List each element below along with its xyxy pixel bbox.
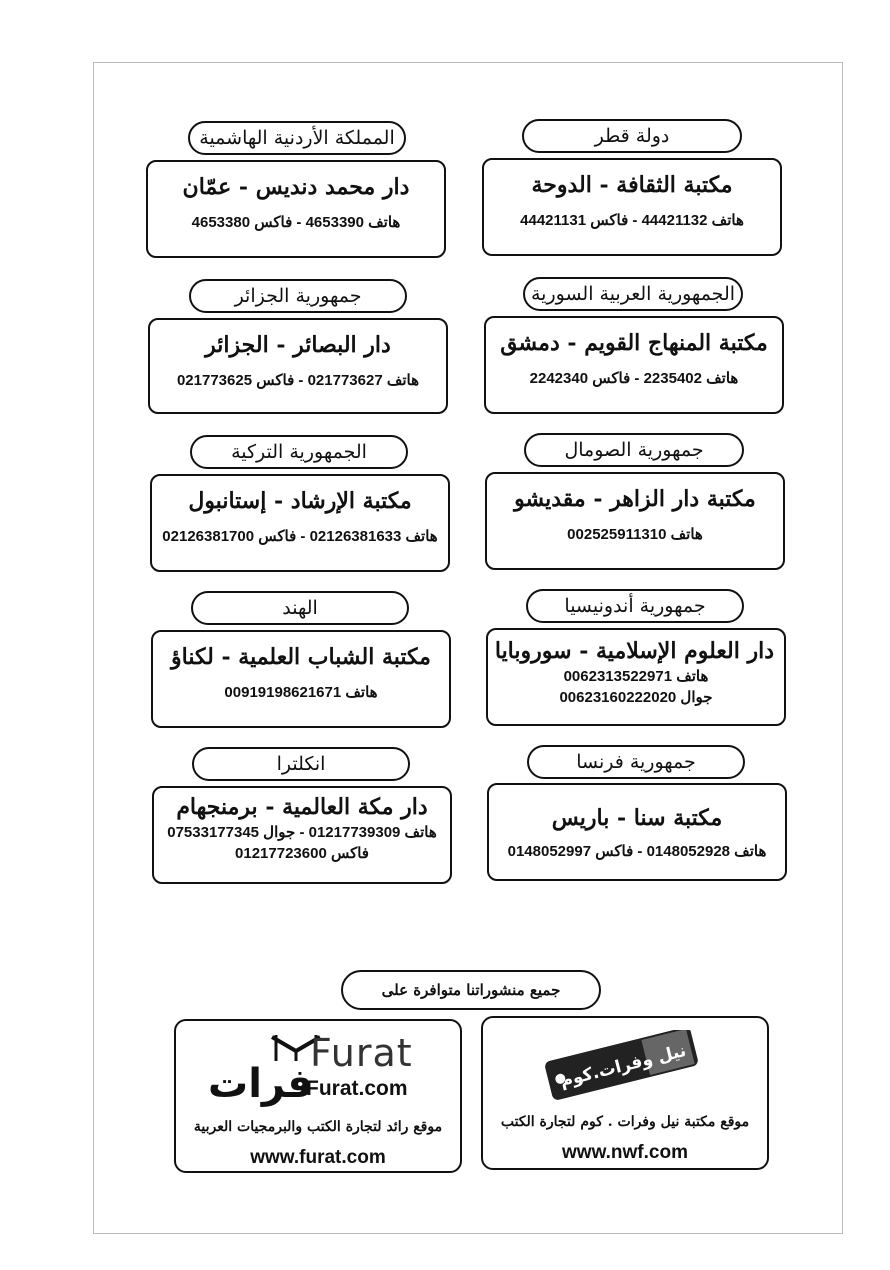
contact-line: هاتف 00919198621671 bbox=[224, 684, 378, 701]
bookstore-name: مكتبة الشباب العلمية - لكناؤ bbox=[171, 644, 431, 670]
contact-line: فاكس 01217723600 bbox=[235, 845, 369, 862]
country-label-turkey: الجمهورية التركية bbox=[190, 435, 408, 469]
country-label-india: الهند bbox=[191, 591, 409, 625]
availability-label: جميع منشوراتنا متوافرة على bbox=[341, 970, 601, 1010]
nwf-website-card[interactable] bbox=[481, 1016, 769, 1170]
bookstore-card-algeria bbox=[148, 318, 448, 414]
furat-url-link[interactable]: www.furat.com bbox=[250, 1147, 386, 1168]
bookstore-name: مكتبة دار الزاهر - مقديشو bbox=[514, 486, 756, 512]
furat-description: موقع رائد لتجارة الكتب والبرمجيات العربية bbox=[193, 1119, 443, 1135]
contact-line: هاتف 44421132 - فاكس 44421131 bbox=[520, 212, 744, 229]
nwf-description: موقع مكتبة نيل وفرات . كوم لتجارة الكتب bbox=[500, 1114, 750, 1130]
contact-line: هاتف 002525911310 bbox=[567, 526, 703, 543]
contact-line: هاتف 01217739309 - جوال 07533177345 bbox=[167, 824, 437, 841]
bookstore-name: مكتبة سنا - باريس bbox=[551, 805, 723, 831]
bookstore-name: مكتبة الثقافة - الدوحة bbox=[531, 172, 733, 198]
furat-logo-domain: Furat.com bbox=[306, 1077, 408, 1100]
bookstore-card-england bbox=[152, 786, 452, 884]
contact-line: هاتف 0148052928 - فاكس 0148052997 bbox=[507, 843, 767, 860]
furat-website-card[interactable] bbox=[174, 1019, 462, 1173]
bookstore-name: دار مكة العالمية - برمنجهام bbox=[176, 794, 428, 820]
bookstore-name: مكتبة المنهاج القويم - دمشق bbox=[500, 330, 768, 356]
bookstore-card-france bbox=[487, 783, 787, 881]
bookstore-name: دار البصائر - الجزائر bbox=[205, 332, 391, 358]
bookstore-card-india bbox=[151, 630, 451, 728]
nwf-url-link[interactable]: www.nwf.com bbox=[562, 1142, 688, 1163]
nwf-tag-icon bbox=[531, 1030, 709, 1102]
bookstore-card-indonesia bbox=[486, 628, 786, 726]
furat-logo-arabic: فرات bbox=[208, 1061, 313, 1107]
contact-line: هاتف 021773627 - فاكس 021773625 bbox=[176, 372, 420, 389]
country-label-france: جمهورية فرنسا bbox=[527, 745, 745, 779]
country-label-syria: الجمهورية العربية السورية bbox=[523, 277, 743, 311]
furat-logo bbox=[206, 1029, 436, 1109]
contact-line: هاتف 2235402 - فاكس 2242340 bbox=[529, 370, 739, 387]
country-label-qatar: دولة قطر bbox=[522, 119, 742, 153]
bookstore-card-qatar bbox=[482, 158, 782, 256]
contact-line: جوال 00623160222020 bbox=[559, 689, 713, 706]
bookstore-card-somalia bbox=[485, 472, 785, 570]
bookstore-name: مكتبة الإرشاد - إستانبول bbox=[188, 488, 412, 514]
country-label-england: انكلترا bbox=[192, 747, 410, 781]
bookstore-name: دار محمد دنديس - عمّان bbox=[182, 174, 410, 200]
country-label-algeria: جمهورية الجزائر bbox=[189, 279, 407, 313]
contact-line: هاتف 02126381633 - فاكس 02126381700 bbox=[162, 528, 438, 545]
bookstore-card-syria bbox=[484, 316, 784, 414]
nwf-logo bbox=[531, 1030, 709, 1102]
contact-line: هاتف 4653390 - فاكس 4653380 bbox=[191, 214, 401, 231]
bookstore-card-turkey bbox=[150, 474, 450, 572]
contact-line: هاتف 0062313522971 bbox=[563, 668, 709, 685]
nwf-logo-text: نيل وفرات.كوم bbox=[558, 1040, 689, 1092]
furat-logo-latin: Furat bbox=[310, 1031, 413, 1075]
bookstore-card-jordan bbox=[146, 160, 446, 258]
country-label-somalia: جمهورية الصومال bbox=[524, 433, 744, 467]
country-label-indonesia: جمهورية أندونيسيا bbox=[526, 589, 744, 623]
bookstore-name: دار العلوم الإسلامية - سوروبايا bbox=[494, 638, 774, 664]
country-label-jordan: المملكة الأردنية الهاشمية bbox=[188, 121, 406, 155]
